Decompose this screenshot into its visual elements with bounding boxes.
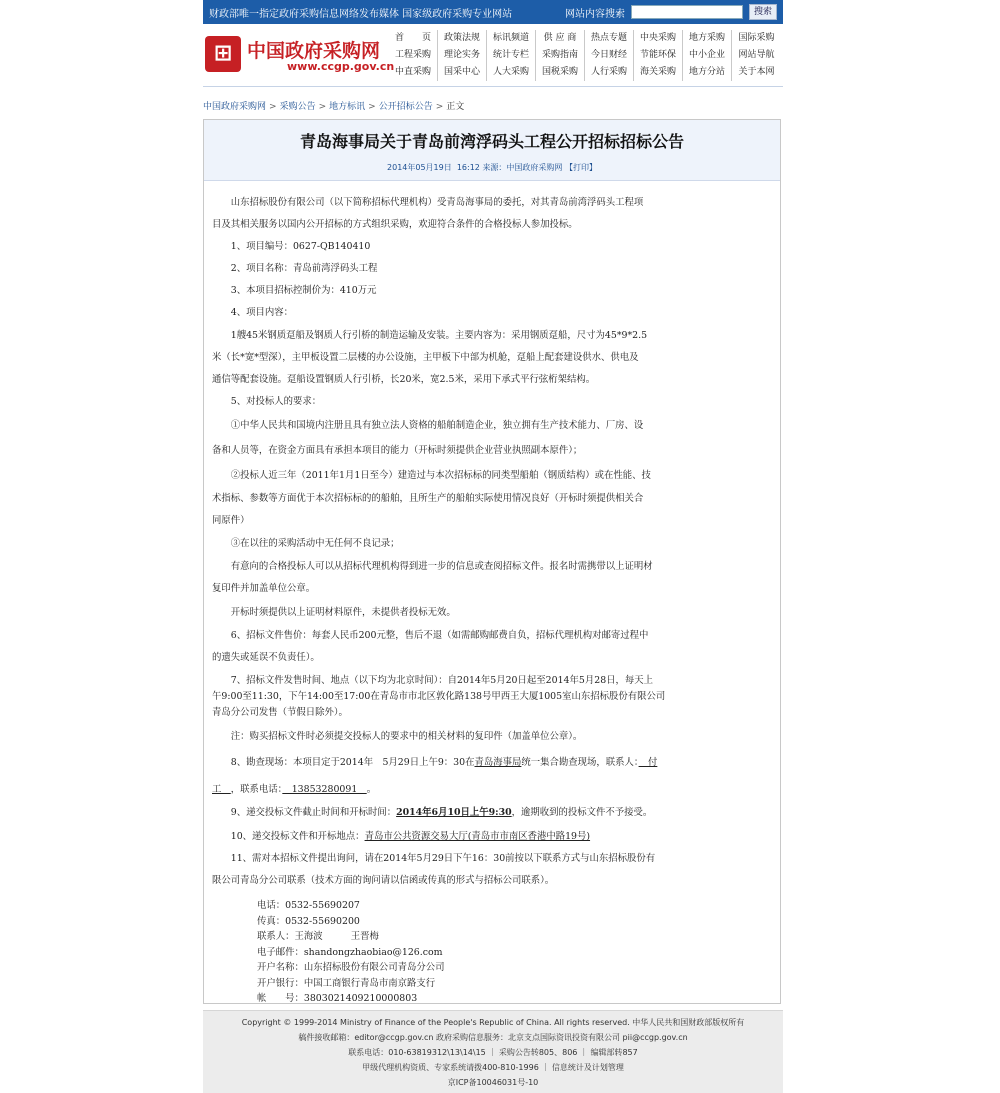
paragraph: 同原件） bbox=[212, 515, 250, 526]
nav-item[interactable]: 国际采购 bbox=[738, 33, 775, 43]
paragraph: 米（长*宽*型深），主甲板设置二层楼的办公设施，主甲板下中部为机舱，趸船上配套建设供水、供电及 bbox=[212, 352, 639, 363]
paragraph: ③在以往的采购活动中无任何不良记录； bbox=[212, 538, 400, 549]
breadcrumb-current: 正文 bbox=[446, 102, 465, 112]
contact-person: 付 bbox=[638, 757, 658, 768]
paragraph: 有意向的合格投标人可以从招标代理机构得到进一步的信息或查阅招标文件。报名时需携带以上证明材 bbox=[212, 561, 653, 572]
nav-item[interactable]: 人行采购 bbox=[585, 64, 634, 81]
page-header-wrap bbox=[203, 0, 783, 113]
breadcrumb-link[interactable]: 地方标讯 bbox=[329, 102, 366, 112]
nav-row bbox=[389, 47, 781, 64]
nav-item[interactable]: 供 应 商 bbox=[536, 30, 585, 47]
paragraph: 4、项目内容： bbox=[212, 307, 293, 318]
paragraph: 3、本项目招标控制价为：410万元 bbox=[212, 285, 377, 296]
chevron-right-icon: > bbox=[435, 102, 444, 112]
breadcrumb-link[interactable]: 公开招标公告 bbox=[378, 102, 433, 112]
contact-line: 联系人：王海波 王晋梅 bbox=[257, 931, 379, 942]
text: 统一集合勘查现场，联系人： bbox=[521, 757, 639, 768]
article-time: 16:12 bbox=[456, 163, 480, 172]
article-title: 青岛海事局关于青岛前湾浮码头工程公开招标招标公告 bbox=[299, 132, 684, 151]
contact-line: 传真：0532-55690200 bbox=[257, 915, 360, 927]
nav-item[interactable]: 理论实务 bbox=[438, 47, 487, 64]
contact-line: 开户名称：山东招标股份有限公司青岛分公司 bbox=[257, 962, 445, 973]
text: ，逾期收到的投标文件不予接受。 bbox=[511, 807, 653, 818]
breadcrumb-link[interactable]: 采购公告 bbox=[279, 102, 316, 112]
logo-title: 中国政府采购网 bbox=[247, 40, 381, 62]
paragraph: ①中华人民共和国境内注册且具有独立法人资格的船舶制造企业，独立拥有生产技术能力、厂房、设 bbox=[212, 420, 644, 431]
text: 8、勘查现场：本项目定于2014年 5月29日上午9：30在 bbox=[212, 757, 475, 768]
paragraph: 注：购买招标文件时必须提交投标人的要求中的相关材料的复印件（加盖单位公章）。 bbox=[212, 731, 583, 742]
paragraph bbox=[212, 779, 774, 801]
nav-item[interactable]: 地方采购 bbox=[683, 30, 732, 47]
contact-line: 帐 号：3803021409210000803 bbox=[257, 993, 418, 1004]
paragraph: 目及其相关服务以国内公开招标的方式组织采购，欢迎符合条件的合格投标人参加投标。 bbox=[212, 219, 578, 230]
paragraph: 复印件并加盖单位公章。 bbox=[212, 583, 316, 594]
chevron-right-icon: > bbox=[269, 102, 277, 112]
nav-item[interactable]: 人大采购 bbox=[487, 64, 536, 81]
nav-item[interactable]: 中小企业 bbox=[683, 47, 732, 64]
nav-item[interactable]: 国税采购 bbox=[536, 64, 585, 81]
paragraph bbox=[212, 826, 774, 848]
paragraph: 的遗失或延误不负责任）。 bbox=[212, 652, 320, 663]
nav-item[interactable]: 网站导航 bbox=[738, 50, 775, 60]
contact-line: 电话：0532-55690207 bbox=[257, 900, 360, 911]
paragraph: 开标时须提供以上证明材料原件，未提供者投标无效。 bbox=[212, 607, 456, 618]
paragraph: 2、项目名称：青岛前湾浮码头工程 bbox=[212, 263, 378, 274]
paragraph: ②投标人近三年（2011年1月1日至今）建造过与本次招标标的同类型船舶（钢质结构）或在性能、技 bbox=[212, 470, 651, 481]
paragraph: 7、招标文件发售时间、地点（以下均为北京时间）：自2014年5月20日起至2014年5月28日，每天上 bbox=[212, 675, 654, 686]
top-bar bbox=[203, 0, 783, 24]
search-button[interactable]: 搜索 bbox=[749, 4, 777, 20]
paragraph: 术指标、参数等方面优于本次招标标的的船舶，且所生产的船舶实际使用情况良好（开标时须提供相关合 bbox=[212, 493, 644, 504]
paragraph: 限公司青岛分公司联系（技术方面的询问请以信函或传真的形式与招标公司联系）。 bbox=[212, 875, 555, 886]
nav-item[interactable]: 采购指南 bbox=[536, 47, 585, 64]
paragraph: 11、需对本招标文件提出询问，请在2014年5月29日下午16：30前按以下联系方式与山东招标股份有 bbox=[212, 853, 656, 864]
breadcrumb bbox=[203, 99, 783, 113]
site-logo[interactable] bbox=[205, 36, 395, 82]
contact-line: 开户银行：中国工商银行青岛市南京路支行 bbox=[257, 977, 436, 989]
search-label: 网站内容搜索 bbox=[564, 8, 625, 20]
text: 9、递交投标文件截止时间和开标时间： bbox=[212, 807, 397, 818]
header bbox=[203, 24, 783, 87]
footer-line: 甲级代理机构资质、专家系统请拨400-810-1996 ｜ 信息统计及计划管理 bbox=[362, 1063, 624, 1072]
main-nav bbox=[389, 30, 781, 81]
footer-line: 稿件接收邮箱：editor@ccgp.gov.cn 政府采购信息服务：北京支点国际资讯投资有限公司 pii@ccgp.gov.cn bbox=[298, 1033, 688, 1042]
nav-item[interactable]: 热点专题 bbox=[585, 30, 634, 47]
text: 10、递交投标文件和开标地点： bbox=[212, 831, 365, 842]
footer-line: 京ICP备10046031号-10 bbox=[447, 1078, 539, 1087]
paragraph: 1艘45米钢质趸船及钢质人行引桥的制造运输及安装。主要内容为：采用钢质趸船，尺寸为45*9*2.5 bbox=[212, 330, 648, 341]
footer-line: 联系电话：010-63819312\13\14\15 ｜ 采购公告转805、806 ｜ 编辑部转857 bbox=[348, 1048, 638, 1057]
search-input[interactable] bbox=[631, 5, 743, 19]
nav-item[interactable]: 政策法规 bbox=[438, 30, 487, 47]
paragraph bbox=[212, 802, 774, 824]
footer bbox=[203, 1010, 783, 1093]
nav-item[interactable]: 地方分站 bbox=[683, 64, 732, 81]
paragraph: 青岛分公司发售（节假日除外）。 bbox=[212, 707, 348, 718]
chevron-right-icon: > bbox=[318, 102, 327, 112]
chevron-right-icon: > bbox=[368, 102, 376, 112]
nav-item[interactable]: 中央采购 bbox=[634, 30, 683, 47]
nav-item[interactable]: 标讯频道 bbox=[487, 30, 536, 47]
deadline-time: 2014年6月10日上午9:30 bbox=[396, 807, 512, 818]
footer-line: Copyright © 1999-2014 Ministry of Finance of the People's Republic of China. All rights reserved. 中华人民共和国财政部版权所有 bbox=[241, 1018, 745, 1027]
paragraph: 1、项目编号：0627-QB140410 bbox=[212, 241, 371, 252]
site-slogan: 财政部唯一指定政府采购信息网络发布媒体 国家级政府采购专业网站 bbox=[209, 8, 513, 20]
article-header bbox=[204, 120, 780, 181]
site-visit-place: 青岛海事局 bbox=[474, 757, 522, 768]
paragraph: 午9:00至11:30，下午14:00至17:00在青岛市市北区敦化路138号甲西王大厦1005室山东招标股份有限公司 bbox=[212, 691, 666, 702]
paragraph: 备和人员等，在资金方面具有承担本项目的能力（开标时须提供企业营业执照副本原件）； bbox=[212, 445, 583, 456]
logo-emblem-icon: ⊞ bbox=[205, 36, 241, 72]
breadcrumb-link[interactable]: 中国政府采购网 bbox=[203, 102, 267, 112]
text: ，联系电话： bbox=[230, 784, 283, 795]
contact-person: 工 bbox=[212, 784, 231, 795]
nav-row bbox=[389, 64, 781, 81]
nav-item[interactable]: 海关采购 bbox=[634, 64, 683, 81]
article-date: 2014年05月19日 bbox=[387, 163, 452, 172]
nav-row bbox=[389, 30, 781, 47]
article-source: 来源：中国政府采购网 bbox=[482, 163, 563, 172]
contact-line: 电子邮件：shandongzhaobiao@126.com bbox=[257, 946, 443, 958]
nav-item[interactable]: 首 页 bbox=[389, 30, 438, 47]
article-meta bbox=[204, 162, 780, 173]
nav-item[interactable]: 节能环保 bbox=[634, 47, 683, 64]
nav-item[interactable]: 中直采购 bbox=[389, 64, 438, 81]
paragraph: 6、招标文件售价：每套人民币200元整，售后不退（如需邮购邮费自负，招标代理机构对邮寄过程中 bbox=[212, 630, 649, 641]
bid-opening-place: 青岛市公共资源交易大厅(青岛市市南区香港中路19号) bbox=[364, 831, 591, 842]
article-box bbox=[203, 119, 781, 1004]
paragraph bbox=[212, 752, 774, 774]
nav-item[interactable]: 关于本网 bbox=[738, 67, 775, 77]
text: 。 bbox=[366, 784, 377, 795]
nav-item[interactable]: 国采中心 bbox=[438, 64, 487, 81]
nav-item[interactable]: 工程采购 bbox=[389, 47, 438, 64]
paragraph: 通信等配套设施。趸船设置钢质人行引桥，长20米，宽2.5米，采用下承式平行弦桁架结构。 bbox=[212, 374, 596, 385]
paragraph: 山东招标股份有限公司（以下简称招标代理机构）受青岛海事局的委托，对其青岛前湾浮码头工程项 bbox=[212, 197, 644, 208]
nav-item[interactable]: 今日财经 bbox=[585, 47, 634, 64]
print-link[interactable]: 【打印】 bbox=[564, 163, 597, 172]
logo-url: www.ccgp.gov.cn bbox=[287, 60, 395, 73]
paragraph: 5、对投标人的要求： bbox=[212, 396, 322, 407]
contact-phone: 13853280091 bbox=[282, 784, 367, 795]
nav-item[interactable]: 统计专栏 bbox=[487, 47, 536, 64]
